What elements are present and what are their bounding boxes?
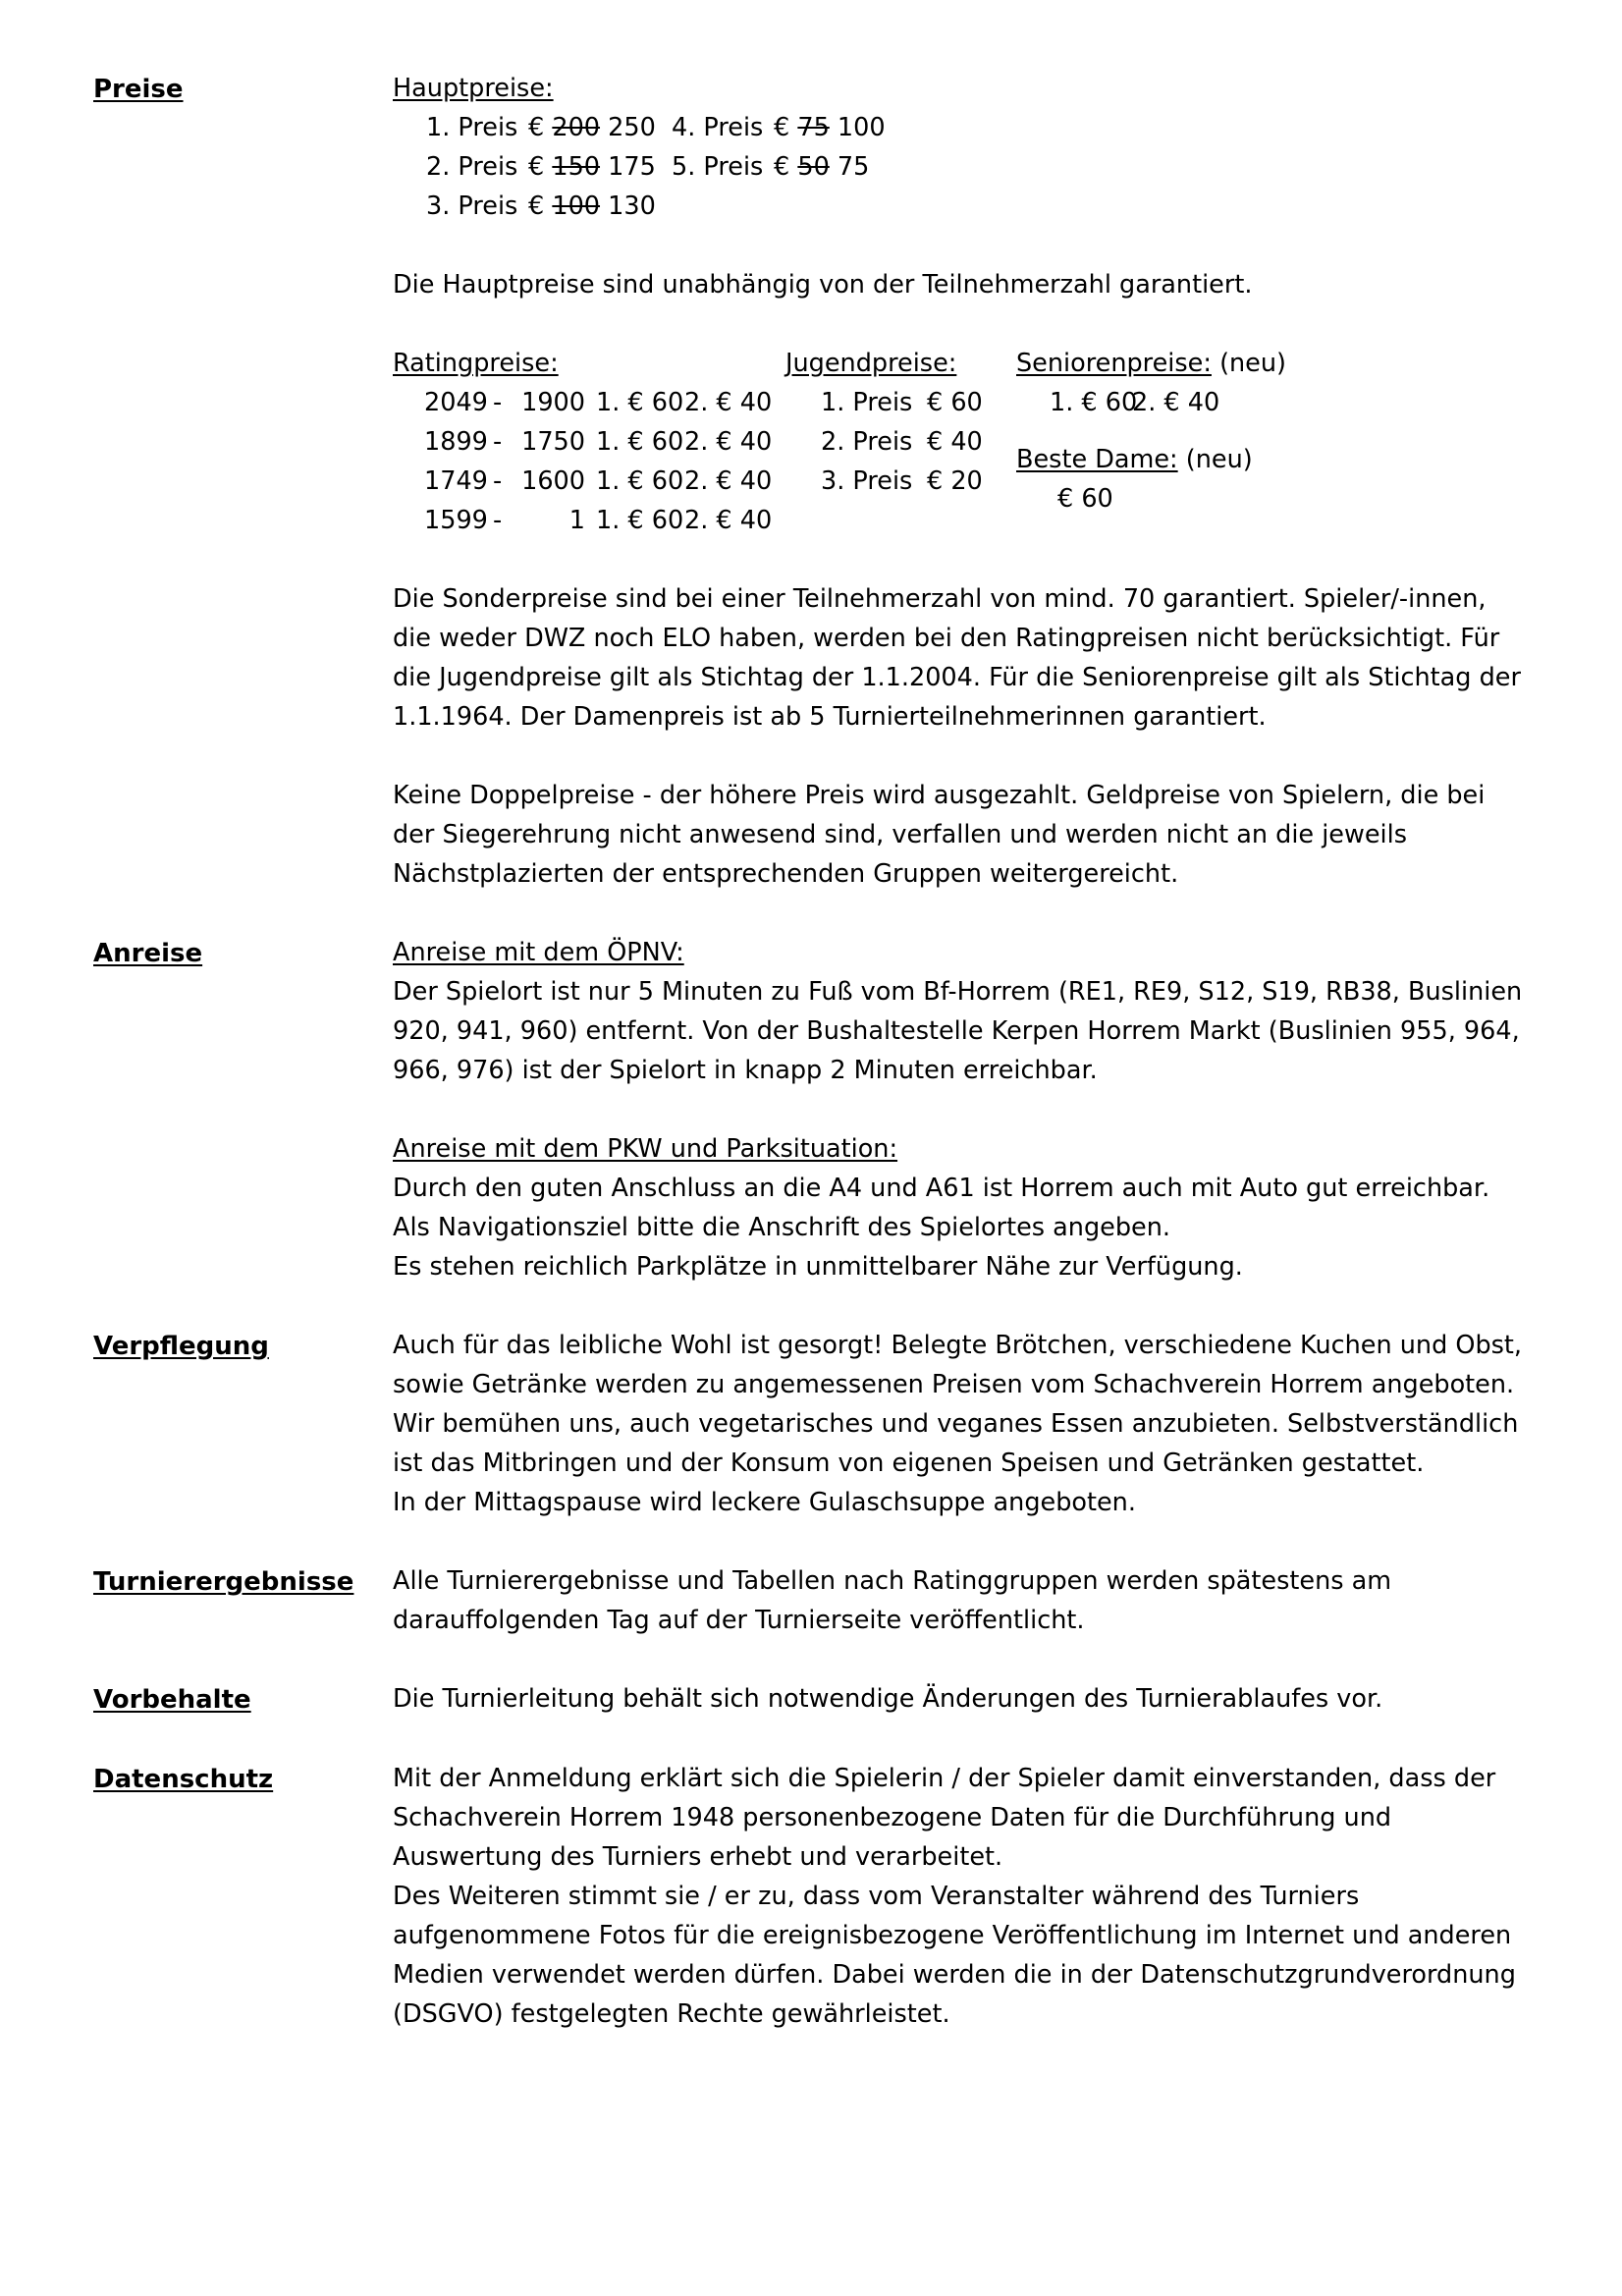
spacer <box>393 1090 1529 1129</box>
hauptpreis-row <box>426 187 672 226</box>
hauptpreis-currency: € <box>528 152 545 182</box>
verpflegung-text-1: Auch für das leibliche Wohl ist gesorgt! Belegte Brötchen, verschiedene Kuchen und Obst, sowie Getränke werden zu angemessenen Preisen vom Schachverein Horrem angeboten. Wir bemühen uns, auch vegetarisches und veganes Essen anzubieten. Selbstverständlich ist das Mitbringen und der Konsum von eigenen Speisen und Getränken gestattet. <box>393 1331 1523 1478</box>
oepnv-heading: Anreise mit dem ÖPNV: <box>393 938 684 967</box>
hauptpreis-new: 100 <box>837 113 886 142</box>
section-label-turnierergebnisse: Turnierergebnisse <box>93 1567 354 1597</box>
hauptpreise-heading: Hauptpreise: <box>393 74 554 103</box>
section-vorbehalte <box>93 1679 1529 1720</box>
jugendpreise-heading: Jugendpreise: <box>785 349 957 378</box>
hauptpreis-currency: € <box>528 113 545 142</box>
hauptpreis-rank: 5. Preis <box>672 152 764 182</box>
hauptpreis-row <box>426 108 672 147</box>
section-label-preise: Preise <box>93 75 184 104</box>
section-label-verpflegung: Verpflegung <box>93 1332 269 1361</box>
column-seniorenpreise <box>1016 344 1529 519</box>
pkw-heading: Anreise mit dem PKW und Parksituation: <box>393 1134 898 1164</box>
sonderpreise-text: Die Sonderpreise sind bei einer Teilnehmerzahl von mind. 70 garantiert. Spieler/-innen, die weder DWZ noch ELO haben, werden bei den Ratingpreisen nicht berücksichtigt. Für die Jugendpreise gilt als Stichtag der 1.1.2004. Für die Seniorenpreise gilt als Stichtag der 1.1.1964. Der Damenpreis ist ab 5 Turnierteilnehmerinnen garantiert. <box>393 584 1521 732</box>
section-body-vorbehalte <box>393 1679 1529 1719</box>
section-body-turnierergebnisse <box>393 1561 1529 1640</box>
hauptpreise-note: Die Hauptpreise sind unabhängig von der Teilnehmerzahl garantiert. <box>393 270 1253 300</box>
hauptpreis-row <box>672 108 1113 147</box>
hauptpreis-old: 200 <box>552 113 601 142</box>
hauptpreis-rank: 2. Preis <box>426 152 518 182</box>
hauptpreis-old: 100 <box>552 191 601 221</box>
spacer <box>93 1720 1529 1759</box>
jugendpreis-row: 3. Preis € 20 <box>821 466 983 496</box>
rating-prizes: 1. € 602. € 40 <box>596 506 773 535</box>
column-ratingpreise <box>393 344 785 540</box>
jugendpreis-row: 2. Preis € 40 <box>821 427 983 457</box>
section-verpflegung <box>93 1326 1529 1522</box>
rating-prizes: 1. € 602. € 40 <box>596 388 773 417</box>
hauptpreise-grid <box>426 108 1113 226</box>
hauptpreis-row <box>426 147 672 187</box>
doppelpreise-text: Keine Doppelpreise - der höhere Preis wird ausgezahlt. Geldpreise von Spielern, die bei der Siegerehrung nicht anwesend sind, verfallen und werden nicht an die jeweils Nächstplazierten der entsprechenden Gruppen weitergereicht. <box>393 781 1486 889</box>
rating-prizes: 1. € 602. € 40 <box>596 466 773 496</box>
spacer <box>393 540 1529 579</box>
spacer <box>393 226 1529 265</box>
ratingpreis-row <box>393 501 785 540</box>
seniorenpreis-row: 1. € 602. € 40 <box>1050 388 1220 417</box>
turnierergebnisse-text: Alle Turnierergebnisse und Tabellen nach Ratinggruppen werden spätestens am darauffolgenden Tag auf der Turnierseite veröffentlicht. <box>393 1566 1392 1635</box>
hauptpreis-rank: 4. Preis <box>672 113 764 142</box>
vorbehalte-text: Die Turnierleitung behält sich notwendige Änderungen des Turnierablaufes vor. <box>393 1684 1383 1714</box>
hauptpreis-new: 75 <box>837 152 870 182</box>
section-datenschutz <box>93 1759 1529 2034</box>
section-body-preise <box>393 69 1529 894</box>
datenschutz-text-2: Des Weiteren stimmt sie / er zu, dass vom Veranstalter während des Turniers aufgenommene Fotos für die ereignisbezogene Veröffentlichung im Internet und anderen Medien verwendet werden dürfen. Dabei werden die in der Datenschutzgrundverordnung (DSGVO) festgelegten Rechte gewährleistet. <box>393 1882 1516 2029</box>
seniorenpreise-neu-tag: (neu) <box>1219 349 1286 378</box>
beste-dame-neu-tag: (neu) <box>1185 445 1253 474</box>
spacer <box>93 894 1529 933</box>
hauptpreis-rank: 3. Preis <box>426 191 518 221</box>
section-preise <box>93 69 1529 894</box>
hauptpreis-spacer <box>672 187 1113 226</box>
spacer <box>393 737 1529 776</box>
jugendpreis-row: 1. Preis € 60 <box>821 388 983 417</box>
rating-prizes: 1. € 602. € 40 <box>596 427 773 457</box>
beste-dame-amount: € 60 <box>1057 484 1113 514</box>
section-body-anreise <box>393 933 1529 1286</box>
section-body-verpflegung <box>393 1326 1529 1522</box>
section-anreise <box>93 933 1529 1286</box>
hauptpreis-currency: € <box>774 113 790 142</box>
hauptpreis-new: 130 <box>608 191 656 221</box>
pkw-text-1: Durch den guten Anschluss an die A4 und A61 ist Horrem auch mit Auto gut erreichbar. Als Navigationsziel bitte die Anschrift des Spielortes angeben. <box>393 1174 1490 1242</box>
hauptpreis-currency: € <box>774 152 790 182</box>
hauptpreis-row <box>672 147 1113 187</box>
section-label-anreise: Anreise <box>93 939 203 968</box>
rating-range: 1899 - 1750 <box>424 427 585 457</box>
section-body-datenschutz <box>393 1759 1529 2034</box>
ratingpreis-row <box>393 422 785 462</box>
pkw-text-2: Es stehen reichlich Parkplätze in unmittelbarer Nähe zur Verfügung. <box>393 1252 1243 1282</box>
section-label-datenschutz: Datenschutz <box>93 1765 274 1794</box>
section-label-vorbehalte: Vorbehalte <box>93 1685 251 1715</box>
rating-range: 1599 - 1 <box>424 506 585 535</box>
spacer <box>93 1286 1529 1326</box>
verpflegung-text-2: In der Mittagspause wird leckere Gulaschsuppe angeboten. <box>393 1488 1136 1517</box>
spacer <box>93 1522 1529 1561</box>
hauptpreis-old: 50 <box>797 152 830 182</box>
rating-range: 1749 - 1600 <box>424 466 585 496</box>
ratingpreise-heading: Ratingpreise: <box>393 349 559 378</box>
column-jugendpreise <box>785 344 1016 501</box>
seniorenpreise-heading: Seniorenpreise: (neu) <box>1016 349 1286 378</box>
section-turnierergebnisse <box>93 1561 1529 1640</box>
ratingpreis-row <box>393 383 785 422</box>
spacer <box>93 1640 1529 1679</box>
spacer <box>393 304 1529 344</box>
datenschutz-text-1: Mit der Anmeldung erklärt sich die Spielerin / der Spieler damit einverstanden, dass der Schachverein Horrem 1948 personenbezogene Daten für die Durchführung und Auswertung des Turniers erhebt und verarbeitet. <box>393 1764 1496 1872</box>
beste-dame-heading: Beste Dame: (neu) <box>1016 445 1253 474</box>
hauptpreis-currency: € <box>528 191 545 221</box>
sonderpreise-columns <box>393 344 1529 540</box>
hauptpreis-rank: 1. Preis <box>426 113 518 142</box>
hauptpreis-new: 175 <box>608 152 656 182</box>
hauptpreis-new: 250 <box>608 113 656 142</box>
oepnv-text: Der Spielort ist nur 5 Minuten zu Fuß vom Bf-Horrem (RE1, RE9, S12, S19, RB38, Buslinien 920, 941, 960) entfernt. Von der Bushaltestelle Kerpen Horrem Markt (Buslinien 955, 964, 966, 976) ist der Spielort in knapp 2 Minuten erreichbar. <box>393 977 1523 1085</box>
rating-range: 2049 - 1900 <box>424 388 585 417</box>
ratingpreis-row <box>393 462 785 501</box>
hauptpreis-old: 75 <box>797 113 830 142</box>
hauptpreis-old: 150 <box>552 152 601 182</box>
